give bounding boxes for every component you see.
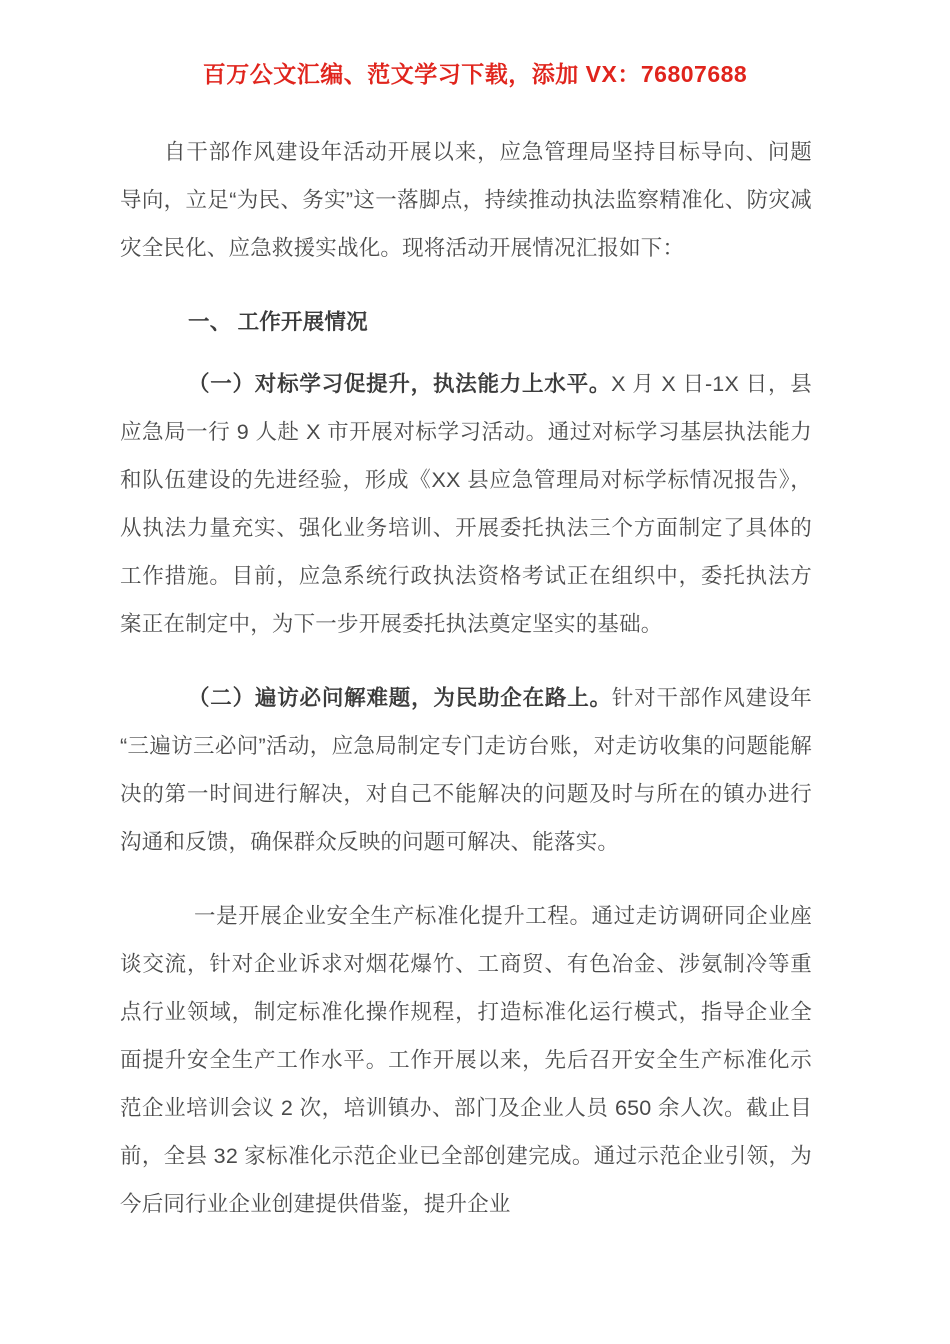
spacer <box>120 648 812 674</box>
spacer <box>120 866 812 892</box>
sub-item-one-paragraph: 一是开展企业安全生产标准化提升工程。通过走访调研同企业座谈交流，针对企业诉求对烟花爆竹、工商贸、有色冶金、涉氨制冷等重点行业领域，制定标准化操作规程，打造标准化运行模式，指导企业全面提升安全生产工作水平。工作开展以来，先后召开安全生产标准化示范企业培训会议 2 次，培训镇办、部门及企业人员 650 余人次。截止目前，全县 32 家标准化示范企业已全部创建完成。通过示范企业引领，为今后同行业企业创建提供借鉴，提升企业 <box>120 904 812 1216</box>
item-two-body: 针对干部作风建设年“三遍访三必问”活动，应急局制定专门走访台账，对走访收集的问题能解决的第一时间进行解决，对自己不能解决的问题及时与所在的镇办进行沟通和反馈，确保群众反映的问题可解决、能落实。 <box>120 686 812 854</box>
spacer <box>120 272 812 298</box>
section-heading-one: 一、 工作开展情况 <box>188 310 368 334</box>
item-one-body: X 月 X 日-1X 日，县应急局一行 9 人赴 X 市开展对标学习活动。通过对标学习基层执法能力和队伍建设的先进经验，形成《XX 县应急管理局对标学标情况报告》，从执法力量充实、强化业务培训、开展委托执法三个方面制定了具体的工作措施。目前，应急系统行政执法资格考试正在组织中，委托执法方案正在制定中，为下一步开展委托执法奠定坚实的基础。 <box>120 372 812 636</box>
promo-header-banner: 百万公文汇编、范文学习下载，添加 VX：76807688 <box>202 61 748 87</box>
document-body <box>120 128 812 1228</box>
item-two-lead: （二）遍访必问解难题，为民助企在路上。 <box>188 686 612 710</box>
item-two-paragraph <box>120 674 812 866</box>
spacer <box>120 346 812 360</box>
intro-paragraph: 自干部作风建设年活动开展以来，应急管理局坚持目标导向、问题导向，立足“为民、务实”这一落脚点，持续推动执法监察精准化、防灾减灾全民化、应急救援实战化。现将活动开展情况汇报如下： <box>120 140 812 260</box>
item-one-paragraph <box>120 360 812 648</box>
item-one-lead: （一）对标学习促提升，执法能力上水平。 <box>188 372 612 396</box>
